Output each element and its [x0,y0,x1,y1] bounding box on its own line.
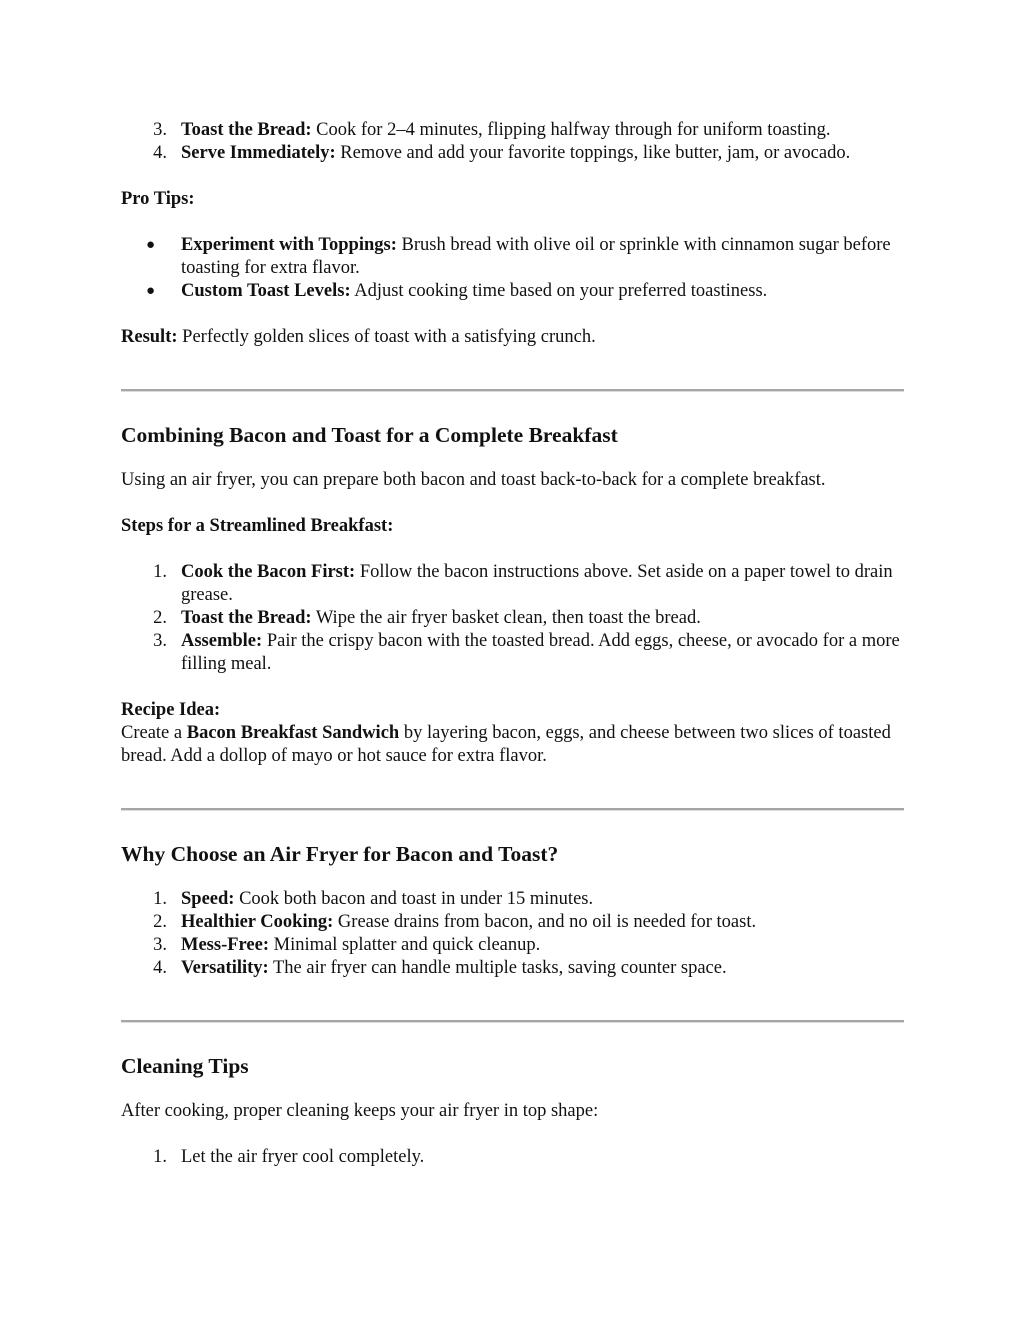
list-item [121,607,906,630]
reason-label: Speed: [181,889,235,909]
step-text: Pair the crispy bacon with the toasted bread. Add eggs, cheese, or avocado for a more filling meal. [181,631,900,674]
list-item [121,561,906,607]
recipe-idea-paragraph: Create a Bacon Breakfast Sandwich by layering bacon, eggs, and cheese between two slices of toasted bread. Add a dollop of mayo or hot sauce for extra flavor. [121,723,891,766]
bullet-icon: ● [145,283,155,299]
list-number: 3. [153,631,167,651]
recipe-idea-heading: Recipe Idea: [121,700,221,720]
step-text: Follow the bacon instructions above. Set aside on a paper towel to drain grease. [181,562,893,605]
result-paragraph [121,326,906,349]
list-number: 4. [153,143,167,163]
reason-text: Cook both bacon and toast in under 15 minutes. [234,889,594,909]
list-number: 3. [153,120,167,140]
reason-label: Healthier Cooking: [181,912,334,932]
bullet-icon: ● [145,237,155,253]
result-text: Perfectly golden slices of toast with a satisfying crunch. [177,327,596,347]
list-number: 2. [153,608,167,628]
list-item [121,911,906,934]
step-text: Remove and add your favorite toppings, like butter, jam, or avocado. [335,143,851,163]
step-text: Cook for 2–4 minutes, flipping halfway through for uniform toasting. [311,120,831,140]
reason-label: Versatility: [181,958,269,978]
step-label: Toast the Bread: [181,608,312,628]
step-label: Cook the Bacon First: [181,562,356,582]
pro-tips-heading: Pro Tips: [121,189,195,209]
list-number: 2. [153,912,167,932]
cleaning-list [121,1146,906,1169]
step-label: Assemble: [181,631,263,651]
reason-label: Mess-Free: [181,935,269,955]
step-text: Wipe the air fryer basket clean, then toast the bread. [311,608,701,628]
breakfast-steps-list [121,561,906,676]
reason-text: Minimal splatter and quick cleanup. [269,935,541,955]
section-title: Why Choose an Air Fryer for Bacon and Toast? [121,842,559,866]
combining-intro: Using an air fryer, you can prepare both bacon and toast back-to-back for a complete breakfast. [121,470,826,490]
section-title: Cleaning Tips [121,1054,249,1078]
reason-text: The air fryer can handle multiple tasks, saving counter space. [268,958,727,978]
document-page [121,119,906,1169]
reason-text: Grease drains from bacon, and no oil is needed for toast. [333,912,757,932]
list-number: 3. [153,935,167,955]
horizontal-rule [121,389,904,392]
step-label: Toast the Bread: [181,120,312,140]
steps-heading: Steps for a Streamlined Breakfast: [121,516,394,536]
list-item [121,934,906,957]
tip-label: Experiment with Toppings: [181,235,397,255]
why-list [121,888,906,980]
list-number: 1. [153,889,167,909]
cleaning-step-text: Let the air fryer cool completely. [181,1147,425,1167]
list-number: 1. [153,1147,167,1167]
list-item [121,142,906,165]
toast-steps-list [121,119,906,165]
list-item [121,234,906,280]
horizontal-rule [121,1020,904,1023]
tip-label: Custom Toast Levels: [181,281,351,301]
list-item [121,630,906,676]
step-label: Serve Immediately: [181,143,336,163]
list-item [121,888,906,911]
horizontal-rule [121,808,904,811]
list-item [121,119,906,142]
list-number: 1. [153,562,167,582]
list-item [121,280,906,303]
list-item [121,957,906,980]
list-item [121,1146,906,1169]
tip-text: Brush bread with olive oil or sprinkle with cinnamon sugar before toasting for extra flavor. [181,235,891,278]
result-label: Result: [121,327,178,347]
tip-text: Adjust cooking time based on your preferred toastiness. [350,281,768,301]
pro-tips-list [121,234,906,303]
recipe-name: Bacon Breakfast Sandwich [186,723,400,743]
cleaning-intro: After cooking, proper cleaning keeps your air fryer in top shape: [121,1101,599,1121]
list-number: 4. [153,958,167,978]
section-title: Combining Bacon and Toast for a Complete Breakfast [121,423,618,447]
